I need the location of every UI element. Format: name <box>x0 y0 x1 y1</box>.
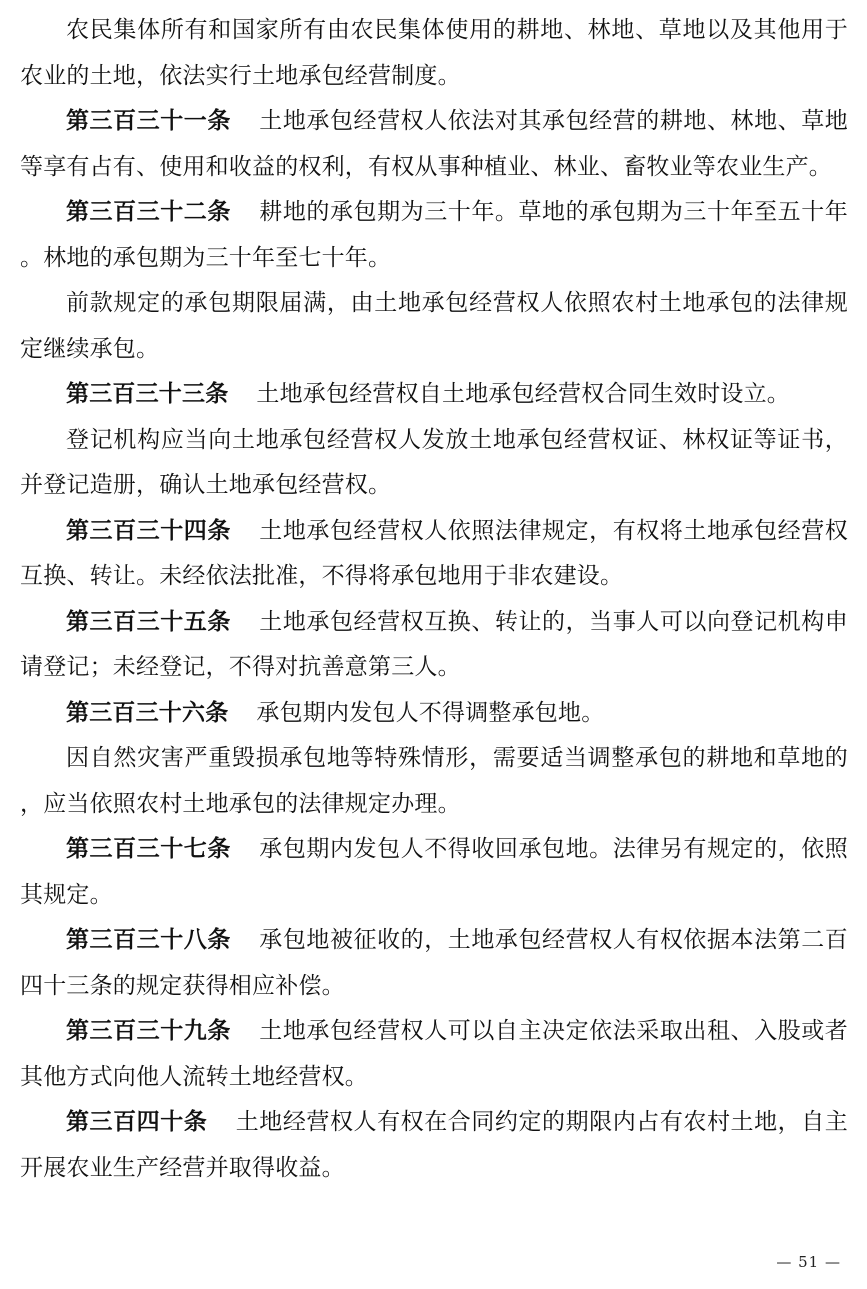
document-body <box>20 8 848 1191</box>
article-332 <box>20 190 848 281</box>
article-336 <box>20 691 848 737</box>
paragraph-1 <box>20 8 848 99</box>
article-number: 第三百三十六条 <box>66 699 229 726</box>
article-text: 土地经营权人有权在合同约定的期限内占有农村土地，自主开展农业生产经营并取得收益。 <box>20 1109 848 1181</box>
article-332-paragraph-2 <box>20 281 848 372</box>
article-339 <box>20 1009 848 1100</box>
article-335 <box>20 600 848 691</box>
article-333 <box>20 372 848 418</box>
article-number: 第三百三十四条 <box>66 517 231 544</box>
article-336-paragraph-2 <box>20 736 848 827</box>
article-text: 土地承包经营权人依照法律规定，有权将土地承包经营权互换、转让。未经依法批准，不得将承包地用于非农建设。 <box>20 517 848 589</box>
article-text: 土地承包经营权互换、转让的，当事人可以向登记机构申请登记；未经登记，不得对抗善意第三人。 <box>20 608 848 680</box>
article-number: 第三百三十五条 <box>66 608 231 635</box>
article-number: 第三百四十条 <box>66 1109 208 1135</box>
article-number: 第三百三十一条 <box>66 108 231 134</box>
paragraph-text: 因自然灾害严重毁损承包地等特殊情形，需要适当调整承包的耕地和草地的，应当依照农村土地承包的法律规定办理。 <box>20 745 848 817</box>
article-337 <box>20 827 848 918</box>
article-text: 土地承包经营权人依法对其承包经营的耕地、林地、草地等享有占有、使用和收益的权利，有权从事种植业、林业、畜牧业等农业生产。 <box>20 108 848 180</box>
article-340 <box>20 1100 848 1191</box>
article-number: 第三百三十八条 <box>66 927 231 953</box>
article-text: 承包期内发包人不得调整承包地。 <box>256 699 605 726</box>
article-number: 第三百三十二条 <box>66 199 231 225</box>
article-text: 土地承包经营权自土地承包经营权合同生效时设立。 <box>256 381 791 407</box>
article-number: 第三百三十九条 <box>66 1018 231 1044</box>
article-number: 第三百三十七条 <box>66 836 231 862</box>
article-338 <box>20 918 848 1009</box>
paragraph-text: 农民集体所有和国家所有由农民集体使用的耕地、林地、草地以及其他用于农业的土地，依法实行土地承包经营制度。 <box>20 17 848 89</box>
article-331 <box>20 99 848 190</box>
article-number: 第三百三十三条 <box>66 381 229 407</box>
article-text: 土地承包经营权人可以自主决定依法采取出租、入股或者其他方式向他人流转土地经营权。 <box>20 1018 848 1090</box>
article-text: 承包地被征收的，土地承包经营权人有权依据本法第二百四十三条的规定获得相应补偿。 <box>20 927 848 999</box>
article-text: 耕地的承包期为三十年。草地的承包期为三十年至五十年。林地的承包期为三十年至七十年。 <box>20 199 848 271</box>
paragraph-text: 前款规定的承包期限届满，由土地承包经营权人依照农村土地承包的法律规定继续承包。 <box>20 290 848 362</box>
article-333-paragraph-2 <box>20 418 848 509</box>
paragraph-text: 登记机构应当向土地承包经营权人发放土地承包经营权证、林权证等证书，并登记造册，确认土地承包经营权。 <box>20 426 848 498</box>
article-text: 承包期内发包人不得收回承包地。法律另有规定的，依照其规定。 <box>20 836 848 908</box>
page-number: — 51 — <box>776 1253 841 1271</box>
article-334 <box>20 509 848 600</box>
